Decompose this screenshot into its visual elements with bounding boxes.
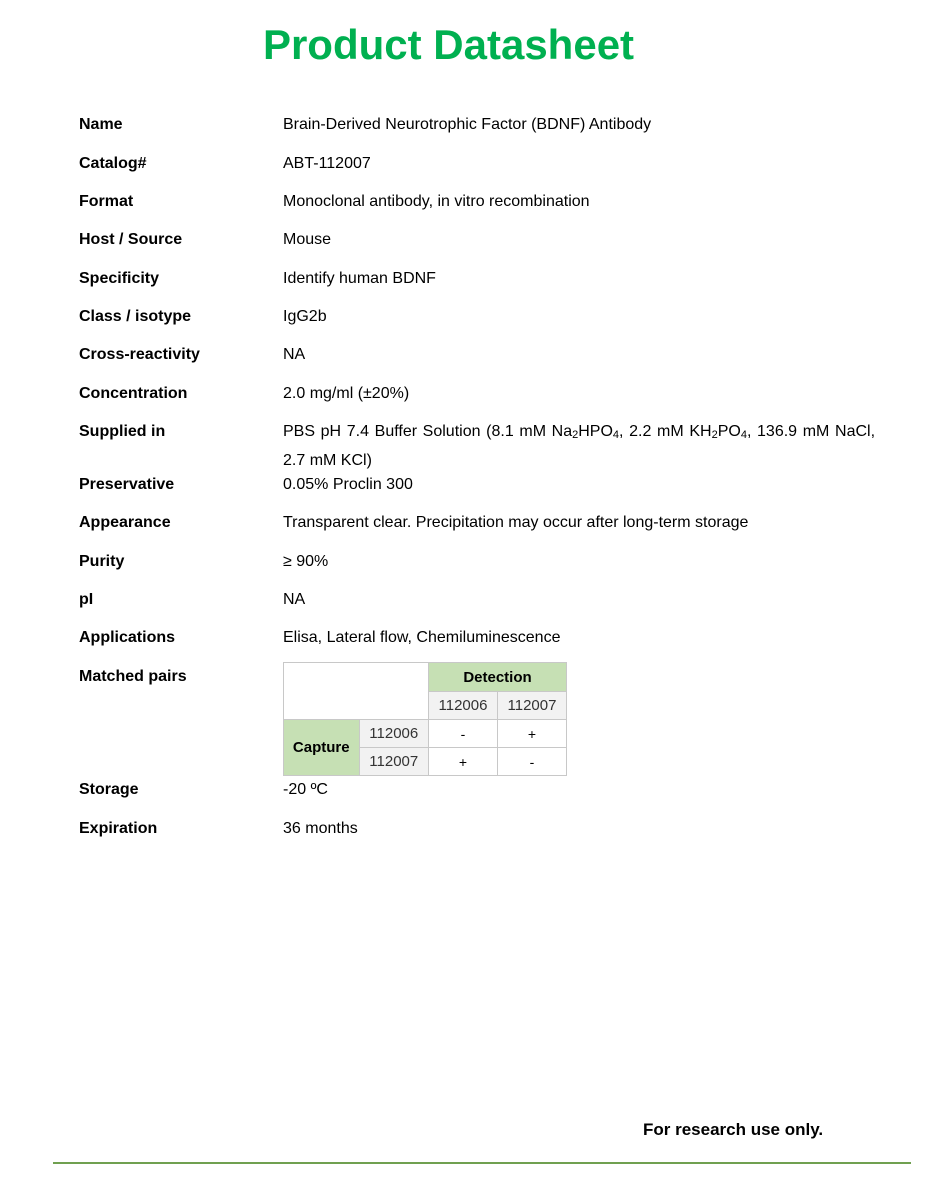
field-label: Applications	[79, 629, 176, 646]
field-label: Preservative	[79, 476, 175, 493]
field-label: Supplied in	[79, 423, 166, 440]
field-value	[283, 418, 875, 474]
value-text: PO	[717, 423, 741, 440]
field-label: Class / isotype	[79, 308, 192, 325]
field-label: Name	[79, 116, 123, 133]
footer-divider	[53, 1162, 911, 1164]
field-value: -20 ºC	[283, 781, 328, 798]
field-value: Mouse	[283, 231, 332, 248]
table-corner	[284, 663, 429, 720]
detection-id: 112007	[498, 692, 567, 720]
field-value: Elisa, Lateral flow, Chemiluminescence	[283, 629, 561, 646]
page-title: Product Datasheet	[262, 21, 635, 68]
field-label: Appearance	[79, 514, 171, 531]
pair-result: -	[429, 720, 498, 748]
field-label: Concentration	[79, 385, 188, 402]
capture-header: Capture	[284, 720, 360, 776]
field-value: Brain-Derived Neurotrophic Factor (BDNF) Antibody	[283, 116, 652, 133]
value-subscript: 4	[740, 429, 747, 441]
pair-result: +	[498, 720, 567, 748]
field-label: Catalog#	[79, 155, 147, 172]
value-subscript: 4	[612, 429, 620, 441]
field-value: 36 months	[283, 820, 358, 837]
value-text: PBS pH 7.4 Buffer Solution (8.1 mM Na	[283, 423, 573, 440]
field-value: IgG2b	[283, 308, 327, 325]
field-value: NA	[283, 346, 306, 363]
capture-id: 112007	[359, 748, 428, 776]
field-label: Storage	[79, 781, 139, 798]
field-label: Host / Source	[79, 231, 183, 248]
field-value: 0.05% Proclin 300	[283, 476, 413, 493]
detection-id: 112006	[429, 692, 498, 720]
pair-result: +	[429, 748, 498, 776]
matched-pairs-table	[283, 662, 567, 776]
field-label: Expiration	[79, 820, 158, 837]
value-text: , 136.9 mM NaCl, 2.7 mM KCl)	[283, 423, 876, 469]
field-label: pI	[79, 591, 94, 608]
field-value: ≥ 90%	[283, 553, 329, 570]
research-use-note: For research use only.	[643, 1120, 824, 1139]
pair-result: -	[498, 748, 567, 776]
capture-id: 112006	[359, 720, 428, 748]
field-value: NA	[283, 591, 306, 608]
field-value: Transparent clear. Precipitation may occur after long-term storage	[283, 514, 749, 531]
field-label: Specificity	[79, 270, 160, 287]
field-value: ABT-112007	[283, 155, 371, 172]
field-value: 2.0 mg/ml (±20%)	[283, 385, 410, 402]
field-value: Identify human BDNF	[283, 270, 436, 287]
value-text: HPO	[578, 423, 613, 440]
value-subscript: 2	[572, 429, 579, 441]
field-label: Matched pairs	[79, 668, 187, 685]
detection-header: Detection	[429, 663, 567, 692]
field-label: Purity	[79, 553, 125, 570]
value-text: , 2.2 mM KH	[619, 423, 712, 440]
field-value: Monoclonal antibody, in vitro recombination	[283, 193, 590, 210]
field-label: Cross-reactivity	[79, 346, 200, 363]
value-subscript: 2	[711, 429, 718, 441]
field-label: Format	[79, 193, 134, 210]
